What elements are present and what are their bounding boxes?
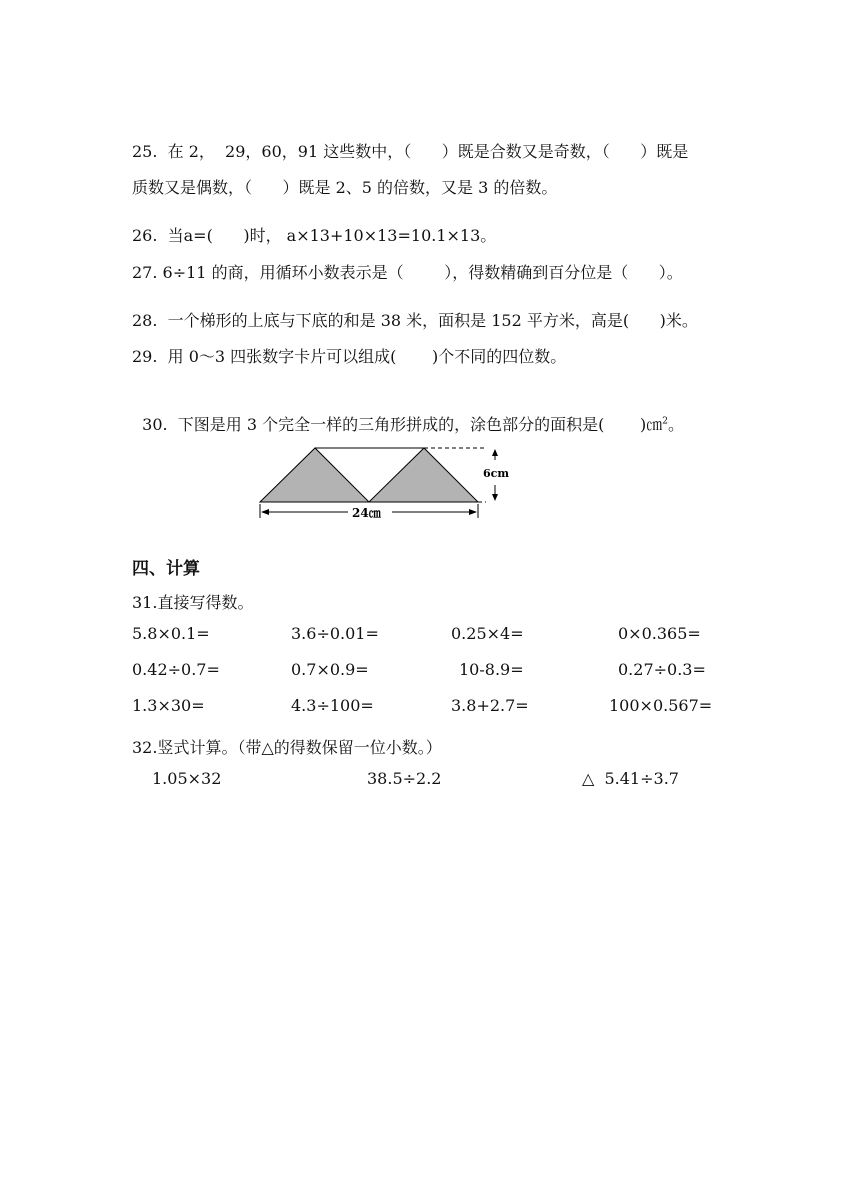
vertical-calc-item: △ 5.41÷3.7 [582, 769, 679, 788]
vertical-calc-item: 1.05×32 [152, 769, 222, 788]
shaded-triangle-right [369, 448, 478, 502]
q31-title: 31.直接写得数。 [132, 593, 254, 612]
calc-item: 5.8×0.1= [132, 624, 210, 643]
q25-line2: 质数又是偶数，（ ）既是 2、5 的倍数，又是 3 的倍数。 [132, 178, 558, 197]
calc-item: 3.8+2.7= [451, 696, 529, 715]
height-arrowhead-up [492, 449, 498, 456]
calc-item: 0.25×4= [451, 624, 524, 643]
q30 [132, 395, 684, 435]
calc-item: 100×0.567= [609, 696, 713, 715]
q26: 26. 当a=( )时， a×13+10×13=10.1×13。 [132, 226, 497, 245]
vertical-calc-item: 38.5÷2.2 [367, 769, 442, 788]
calc-item: 0.7×0.9= [291, 660, 369, 679]
calc-item: 1.3×30= [132, 696, 205, 715]
q25-line1: 25. 在 2， 29，60，91 这些数中，（ ）既是合数又是奇数，（ ）既是 [132, 142, 689, 161]
calc-item: 10-8.9= [459, 660, 524, 679]
height-arrowhead-down [492, 494, 498, 501]
calc-item: 4.3÷100= [291, 696, 374, 715]
calc-item: 0×0.365= [618, 624, 701, 643]
q30-end: 。 [667, 415, 684, 434]
q30-text: 30. 下图是用 3 个完全一样的三角形拼成的，涂色部分的面积是( )㎝ [142, 415, 663, 434]
height-label: 6cm [483, 467, 509, 480]
calc-item: 0.27÷0.3= [618, 660, 706, 679]
calc-item: 0.42÷0.7= [132, 660, 220, 679]
q30-superscript: 2 [662, 416, 668, 427]
q28: 28. 一个梯形的上底与下底的和是 38 米，面积是 152 平方米，高是( )米。 [132, 311, 698, 330]
q27: 27. 6÷11 的商，用循环小数表示是（ ），得数精确到百分位是（ ）。 [132, 263, 683, 282]
width-label: 24㎝ [352, 506, 381, 520]
shaded-triangle-left [260, 448, 369, 502]
q32-title: 32.竖式计算。（带△的得数保留一位小数。） [132, 738, 442, 757]
q29: 29. 用 0～3 四张数字卡片可以组成( )个不同的四位数。 [132, 347, 567, 366]
width-arrowhead-left [261, 509, 269, 515]
width-arrowhead-right [469, 509, 477, 515]
section-title: 四、计算 [132, 559, 200, 579]
calc-item: 3.6÷0.01= [291, 624, 379, 643]
